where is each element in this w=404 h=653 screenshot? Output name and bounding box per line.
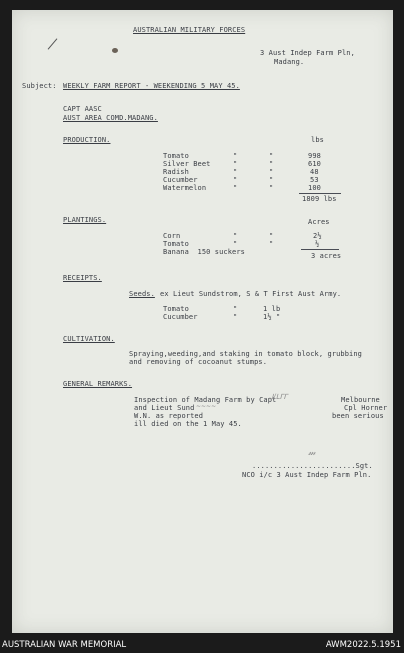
- plantings-sum-rule: [301, 249, 339, 250]
- handwritten-annotation: ᒍ/ᒪᒥᒥ: [269, 393, 288, 401]
- production-item-name: Tomato: [163, 152, 189, 160]
- plantings-item-name: Corn: [163, 232, 181, 240]
- cultivation-heading: CULTIVATION.: [63, 335, 115, 343]
- production-item-name: Watermelon: [163, 184, 207, 192]
- plantings-item-value: ½: [315, 240, 320, 248]
- plantings-ditto: ": [233, 240, 238, 248]
- plantings-item-value: 2½: [313, 232, 322, 240]
- plantings-total: 3 acres: [311, 252, 342, 260]
- plantings-unit: Acres: [308, 218, 330, 226]
- plantings-heading: PLANTINGS.: [63, 216, 107, 224]
- production-ditto: ": [233, 160, 238, 168]
- seeds-label: Seeds.: [129, 290, 155, 298]
- receipts-item-name: Cucumber: [163, 313, 198, 321]
- remarks-line-4: ill died on the 1 May 45.: [134, 420, 242, 428]
- signature-line: ........................Sgt.: [252, 462, 373, 470]
- punch-mark: [112, 48, 118, 53]
- pin-mark: [48, 38, 58, 49]
- receipts-heading: RECEIPTS.: [63, 274, 102, 282]
- unit-address-line-2: Madang.: [274, 58, 305, 66]
- production-ditto: ": [269, 184, 274, 192]
- production-item-value: 48: [310, 168, 319, 176]
- remarks-line-3: W.N. as reported: [134, 412, 204, 420]
- production-ditto: ": [269, 152, 274, 160]
- document-page: [12, 10, 393, 633]
- plantings-ditto: ": [269, 232, 274, 240]
- production-item-name: Silver Beet: [163, 160, 211, 168]
- production-ditto: ": [269, 176, 274, 184]
- footer-accession: AWM2022.5.1951: [325, 640, 401, 650]
- receipts-ditto: ": [233, 313, 238, 321]
- plantings-item-name: Tomato: [163, 240, 189, 248]
- production-item-value: 610: [308, 160, 321, 168]
- production-ditto: ": [233, 152, 238, 160]
- plantings-item-name: Banana 150 suckers: [163, 248, 245, 256]
- handwritten-signature: 𝓂: [308, 448, 316, 458]
- cultivation-line-1: Spraying,weeding,and staking in tomato block, grubbing: [129, 350, 362, 358]
- remarks-line-1: Inspection of Madang Farm by Capt: [134, 396, 277, 404]
- production-ditto: ": [269, 160, 274, 168]
- production-item-value: 53: [310, 176, 319, 184]
- receipts-item-name: Tomato: [163, 305, 189, 313]
- cultivation-line-2: and removing of cocoanut stumps.: [129, 358, 268, 366]
- remarks-line-2: and Lieut Sund: [134, 404, 195, 412]
- receipts-item-value: 1 lb: [263, 305, 281, 313]
- seeds-text: ex Lieut Sundstrom, S & T First Aust Army.: [160, 290, 342, 298]
- subject-label: Subject:: [22, 82, 57, 90]
- plantings-ditto: ": [269, 240, 274, 248]
- subject-text: WEEKLY FARM REPORT - WEEKENDING 5 MAY 45.: [63, 82, 240, 90]
- production-sum-rule: [299, 193, 341, 194]
- production-heading: PRODUCTION.: [63, 136, 111, 144]
- production-ditto: ": [269, 168, 274, 176]
- remarks-right-3: been serious: [332, 412, 384, 420]
- remarks-right-1: Melbourne: [341, 396, 380, 404]
- document-heading: AUSTRALIAN MILITARY FORCES: [133, 26, 246, 34]
- footer-credit: AUSTRALIAN WAR MEMORIAL: [2, 640, 127, 650]
- receipts-ditto: ": [233, 305, 238, 313]
- production-ditto: ": [233, 184, 238, 192]
- production-unit: lbs: [311, 136, 324, 144]
- production-item-name: Cucumber: [163, 176, 198, 184]
- production-item-value: 998: [308, 152, 321, 160]
- production-ditto: ": [233, 168, 238, 176]
- production-total: 1809 lbs: [302, 195, 337, 203]
- addressee-line-1: CAPT AASC: [63, 105, 102, 113]
- production-item-value: 100: [308, 184, 321, 192]
- receipts-item-value: 1½ ": [263, 313, 281, 321]
- remarks-heading: GENERAL REMARKS.: [63, 380, 133, 388]
- remarks-right-2: Cpl Horner: [344, 404, 388, 412]
- plantings-ditto: ": [233, 232, 238, 240]
- handwritten-annotation: ~~~~: [196, 403, 217, 410]
- signature-title: NCO i/c 3 Aust Indep Farm Pln.: [242, 471, 372, 479]
- production-ditto: ": [233, 176, 238, 184]
- addressee-line-2: AUST AREA COMD.MADANG.: [63, 114, 158, 122]
- production-item-name: Radish: [163, 168, 189, 176]
- unit-address-line-1: 3 Aust Indep Farm Pln,: [260, 49, 355, 57]
